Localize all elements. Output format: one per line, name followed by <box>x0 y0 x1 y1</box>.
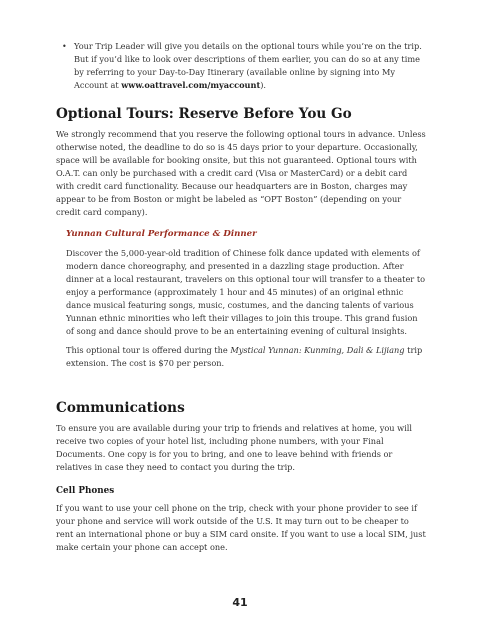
bullet-text-before: Your Trip Leader will give you details on the optional tours while you’re on the trip. But if you’d like to look over descriptions of them earlier, you can do so at any time by referring to your Day-to-Day Itinerary (available online by signing into My Account at <box>74 41 422 90</box>
tour-offer-before: This optional tour is offered during the <box>66 345 231 355</box>
document-page <box>56 40 428 560</box>
trip-leader-bullet <box>62 40 428 92</box>
communications-heading: Communications <box>56 400 185 416</box>
optional-tours-body: We strongly recommend that you reserve the following optional tours in advance. Unless otherwise noted, the deadline to do so is 45 days prior to your departure. Occasionally, space will be available for booking onsite, but this not guaranteed. Optional tours with O.A.T. can only be purchased with a credit card (Visa or MasterCard) or a debit card with credit card functionality. Because our headquarters are in Boston, charges may appear to be from Boston or might be labeled as “OPT Boston” (depending on your credit card company). <box>56 129 426 217</box>
cell-phones-heading: Cell Phones <box>56 486 115 496</box>
my-account-link[interactable]: www.oattravel.com/myaccount <box>121 80 261 90</box>
page-number: 41 <box>232 596 248 609</box>
bullet-icon: • <box>62 42 67 51</box>
tour-offer-trip: Mystical Yunnan: Kunming, Dali & Lijiang <box>230 345 405 355</box>
tour-description: Discover the 5,000-year-old tradition of Chinese folk dance updated with elements of modern dance choreography, and presented in a dazzling stage production. After dinner at a local restaurant, travelers on this optional tour will transfer to a theater to enjoy a performance (approximately 1 hour and 45 minutes) of an original ethnic dance musical featuring songs, music, costumes, and the dancing talents of various Yunnan ethnic minorities who left their villages to join this troupe. This grand fusion of song and dance should prove to be an entertaining evening of cultural insights. <box>66 248 426 336</box>
tour-offer-after: trip extension. The cost is $70 per person. <box>66 345 423 368</box>
bullet-text-after: ). <box>260 80 267 90</box>
communications-body: To ensure you are available during your trip to friends and relatives at home, you will receive two copies of your hotel list, including phone numbers, with your Final Documents. One copy is for you to bring, and one to leave behind with friends or relatives in case they need to contact you during the trip. <box>56 423 413 472</box>
tour-offer <box>66 344 428 370</box>
tour-title: Yunnan Cultural Performance & Dinner <box>66 229 257 239</box>
cell-phones-body: If you want to use your cell phone on the trip, check with your phone provider to see if your phone and service will work outside of the U.S. It may turn out to be cheaper to rent an international phone or buy a SIM card onsite. If you want to use a local SIM, just make certain your phone can accept one. <box>56 503 426 552</box>
bullet-text <box>74 40 428 92</box>
optional-tours-heading: Optional Tours: Reserve Before You Go <box>56 106 352 122</box>
